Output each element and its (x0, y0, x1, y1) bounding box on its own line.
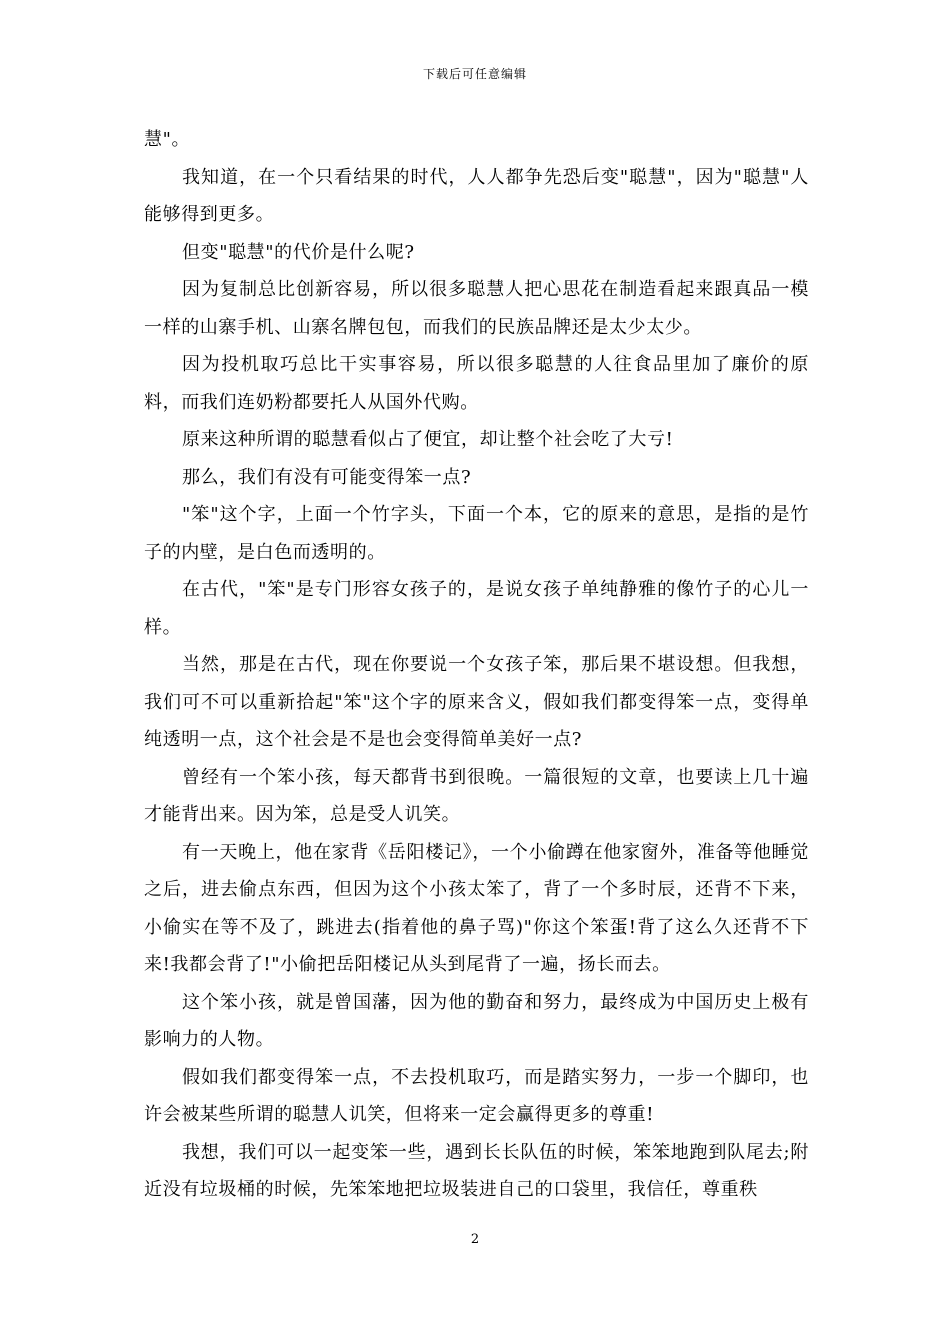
paragraph: 有一天晚上，他在家背《岳阳楼记》，一个小偷蹲在他家窗外，准备等他睡觉之后，进去偷点东西，但因为这个小孩太笨了，背了一个多时辰，还背不下来，小偷实在等不及了，跳进去(指着他的鼻子骂)"你这个笨蛋!背了这么久还背不下来!我都会背了!"小偷把岳阳楼记从头到尾背了一遍，扬长而去。 (144, 841, 809, 975)
paragraph: 慧"。 (144, 129, 191, 150)
paragraph: 因为复制总比创新容易，所以很多聪慧人把心思花在制造看起来跟真品一模一样的山寨手机、山寨名牌包包，而我们的民族品牌还是太少太少。 (144, 279, 809, 338)
paragraph: "笨"这个字，上面一个竹字头，下面一个本，它的原来的意思，是指的是竹子的内壁，是白色而透明的。 (144, 504, 809, 563)
paragraph: 我想，我们可以一起变笨一些，遇到长长队伍的时候，笨笨地跑到队尾去;附近没有垃圾桶的时候，先笨笨地把垃圾装进自己的口袋里，我信任，尊重秩 (144, 1141, 809, 1200)
document-body (144, 121, 809, 1209)
paragraph: 那么，我们有没有可能变得笨一点? (182, 466, 472, 488)
paragraph: 因为投机取巧总比干实事容易，所以很多聪慧的人往食品里加了廉价的原料，而我们连奶粉都要托人从国外代购。 (144, 354, 809, 413)
paragraph: 但变"聪慧"的代价是什么呢? (182, 241, 415, 263)
paragraph: 这个笨小孩，就是曾国藩，因为他的勤奋和努力，最终成为中国历史上极有影响力的人物。 (144, 991, 809, 1050)
paragraph: 曾经有一个笨小孩，每天都背书到很晚。一篇很短的文章，也要读上几十遍才能背出来。因为笨，总是受人讥笑。 (144, 766, 809, 825)
paragraph: 在古代，"笨"是专门形容女孩子的，是说女孩子单纯静雅的像竹子的心儿一样。 (144, 579, 809, 638)
paragraph: 假如我们都变得笨一点，不去投机取巧，而是踏实努力，一步一个脚印，也许会被某些所谓的聪慧人讥笑，但将来一定会赢得更多的尊重! (144, 1066, 809, 1125)
paragraph: 我知道，在一个只看结果的时代，人人都争先恐后变"聪慧"，因为"聪慧"人能够得到更多。 (144, 166, 809, 225)
page-number: 2 (470, 1232, 480, 1247)
paragraph: 当然，那是在古代，现在你要说一个女孩子笨，那后果不堪设想。但我想，我们可不可以重新拾起"笨"这个字的原来含义，假如我们都变得笨一点，变得单纯透明一点，这个社会是不是也会变得简单美好一点? (144, 654, 809, 750)
paragraph: 原来这种所谓的聪慧看似占了便宜，却让整个社会吃了大亏! (182, 429, 674, 450)
page-header: 下载后可任意编辑 (422, 67, 527, 81)
